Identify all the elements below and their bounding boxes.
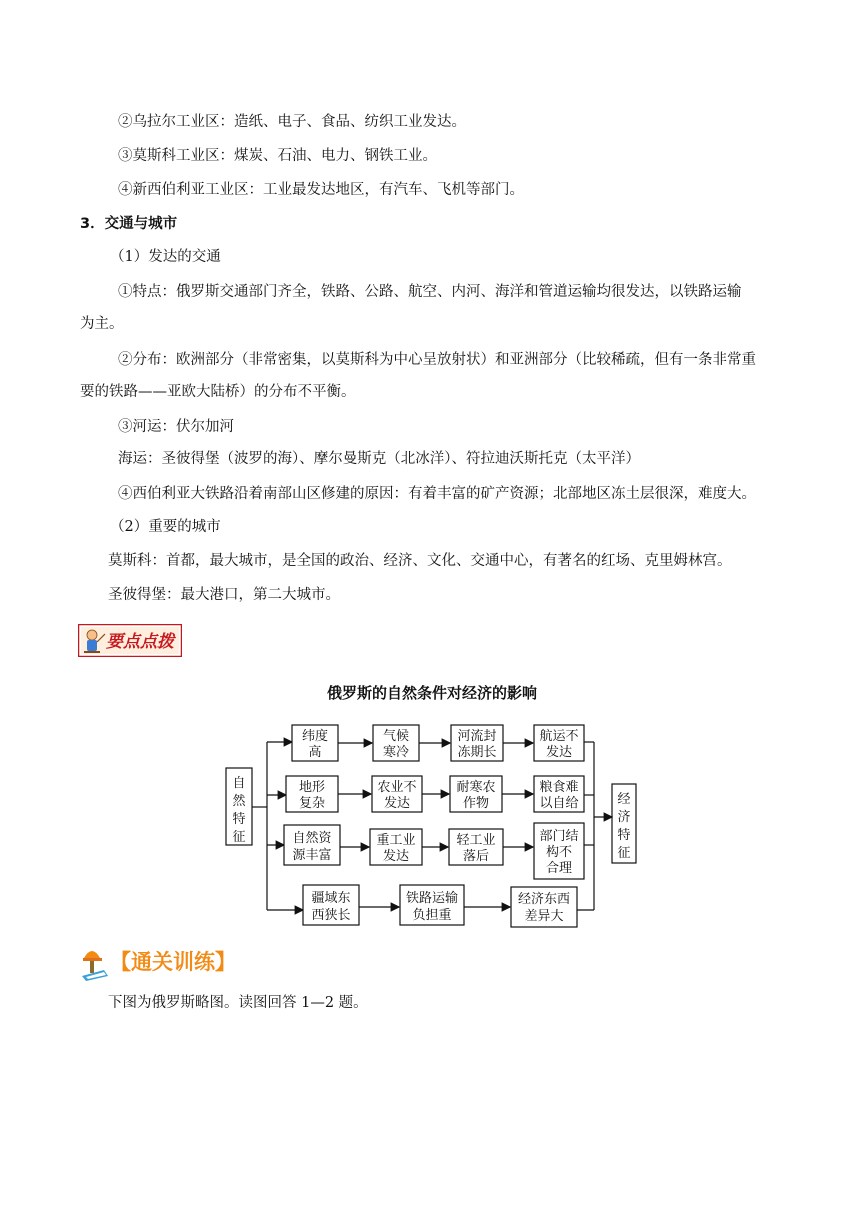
r1c1-b: 高 (308, 745, 322, 760)
river-transport-line: ③河运：伏尔加河 (118, 419, 234, 435)
r1c4-b: 发达 (545, 745, 573, 760)
question-intro: 下图为俄罗斯略图。读图回答 1—2 题。 (108, 995, 368, 1011)
training-badge (80, 940, 260, 982)
r2c3-a: 耐寒农 (456, 780, 496, 795)
r3c4-a: 部门结 (539, 829, 579, 844)
right-char-4: 征 (617, 846, 631, 861)
diagram-title: 俄罗斯的自然条件对经济的影响 (326, 684, 537, 702)
left-char-3: 特 (232, 812, 246, 827)
r4c2-a: 铁路运输 (405, 891, 459, 906)
left-char-1: 自 (232, 776, 246, 791)
training-label: 【通关训练】 (110, 950, 236, 974)
r3c2-a: 重工业 (376, 833, 416, 848)
subheading-cities: （2）重要的城市 (110, 519, 221, 535)
r3c1-b: 源丰富 (292, 848, 332, 863)
industry-line-ural: ②乌拉尔工业区：造纸、电子、食品、纺织工业发达。 (118, 114, 466, 130)
r3c4-b: 构不 (545, 845, 573, 860)
r1c3-b: 冻期长 (457, 745, 497, 760)
r1c2-b: 寒冷 (382, 745, 410, 760)
r2c4-b: 以自给 (539, 796, 579, 811)
transport-distribution-line1: ②分布：欧洲部分（非常密集，以莫斯科为中心呈放射状）和亚洲部分（比较稀疏，但有一条非常重 (118, 352, 756, 368)
key-points-label: 要点点拨 (106, 632, 174, 652)
left-char-4: 征 (232, 830, 246, 845)
r2c3-b: 作物 (462, 796, 490, 811)
subheading-transport: （1）发达的交通 (110, 249, 221, 265)
r3c3-b: 落后 (462, 849, 490, 864)
r2c1-b: 复杂 (298, 796, 326, 811)
r2c2-b: 发达 (383, 796, 411, 811)
city-st-petersburg-line: 圣彼得堡：最大港口，第二大城市。 (108, 587, 340, 603)
section-heading-transport-city: 3．交通与城市 (80, 216, 178, 232)
flow-diagram (220, 705, 640, 930)
r4c2-b: 负担重 (412, 908, 452, 923)
r1c2-a: 气候 (382, 729, 410, 744)
right-char-3: 特 (617, 828, 631, 843)
r1c4-a: 航运不 (539, 729, 579, 744)
r1c3-a: 河流封 (457, 729, 497, 744)
transport-features-line1: ①特点：俄罗斯交通部门齐全，铁路、公路、航空、内河、海洋和管道运输均很发达，以铁路运输 (118, 284, 742, 300)
sea-transport-line: 海运：圣彼得堡（波罗的海）、摩尔曼斯克（北冰洋）、符拉迪沃斯托克（太平洋） (118, 451, 640, 467)
r2c4-a: 粮食难 (539, 780, 579, 795)
right-char-2: 济 (617, 810, 631, 825)
r3c4-c: 合理 (545, 861, 573, 876)
industry-line-novosibirsk: ④新西伯利亚工业区：工业最发达地区，有汽车、飞机等部门。 (118, 182, 524, 198)
siberian-railway-line: ④西伯利亚大铁路沿着南部山区修建的原因：有着丰富的矿产资源；北部地区冻土层很深，难度大。 (118, 486, 756, 502)
city-moscow-line: 莫斯科：首都，最大城市，是全国的政治、经济、文化、交通中心，有著名的红场、克里姆林宫。 (108, 553, 732, 569)
r3c1-a: 自然资 (292, 831, 332, 846)
r4c3-b: 差异大 (524, 909, 564, 924)
right-char-1: 经 (617, 792, 631, 807)
r2c1-a: 地形 (298, 780, 326, 795)
lamp-icon (82, 951, 108, 981)
industry-line-moscow: ③莫斯科工业区：煤炭、石油、电力、钢铁工业。 (118, 148, 437, 164)
r3c3-a: 轻工业 (456, 833, 496, 848)
r1c1-a: 纬度 (301, 729, 329, 744)
transport-features-line2: 为主。 (80, 316, 124, 332)
r4c1-a: 疆域东 (311, 891, 351, 906)
r2c2-a: 农业不 (377, 780, 417, 795)
r3c2-b: 发达 (382, 849, 410, 864)
key-points-badge (78, 624, 182, 657)
transport-distribution-line2: 要的铁路——亚欧大陆桥）的分布不平衡。 (80, 384, 356, 400)
left-char-2: 然 (232, 794, 246, 809)
r4c1-b: 西狭长 (311, 908, 351, 923)
r4c3-a: 经济东西 (517, 892, 571, 907)
